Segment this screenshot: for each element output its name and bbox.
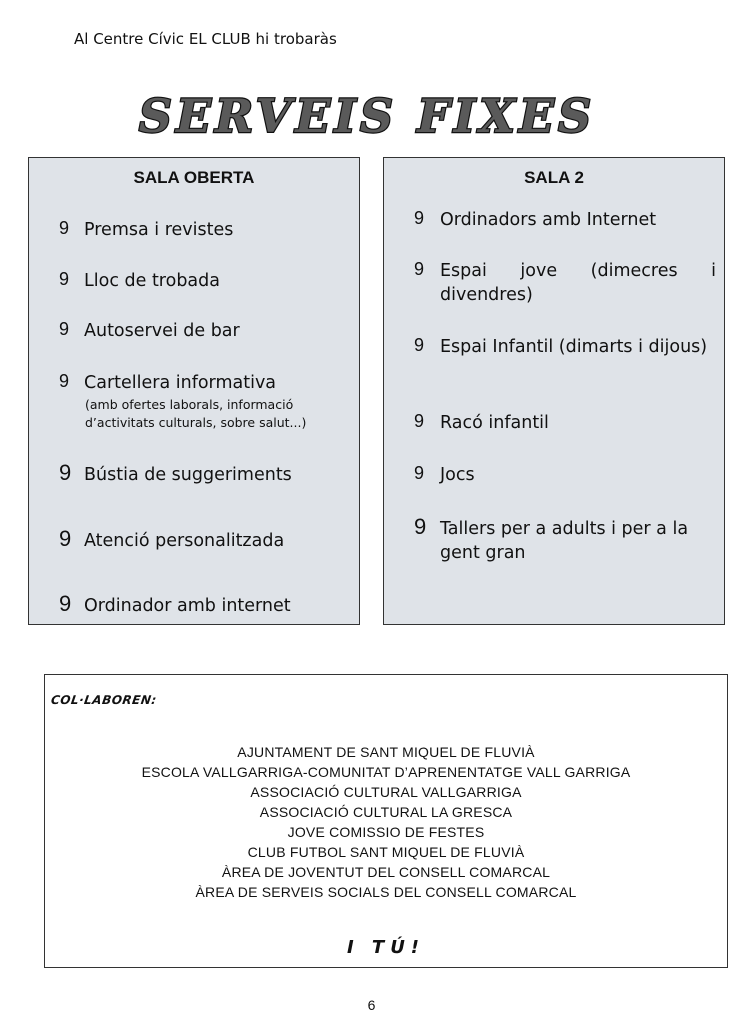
collaborator-item: ASSOCIACIÓ CULTURAL VALLGARRIGA xyxy=(250,784,522,800)
list-item-text: Espai Infantil (dimarts i dijous) xyxy=(440,337,708,357)
bullet-mark: 9 xyxy=(59,526,72,551)
collaborator-item: ASSOCIACIÓ CULTURAL LA GRESCA xyxy=(259,804,513,820)
collaborator-item: JOVE COMISSIO DE FESTES xyxy=(287,824,485,840)
bullet-mark: 9 xyxy=(414,335,425,355)
list-item-text: Tallers per a adults i per a la gent gran xyxy=(440,519,689,563)
collaborator-item: AJUNTAMENT DE SANT MIQUEL DE FLUVIÀ xyxy=(237,744,535,760)
bullet-mark: 9 xyxy=(59,269,70,289)
list-item xyxy=(384,463,724,487)
list-item-text: Jocs xyxy=(440,465,475,485)
list-item xyxy=(384,259,724,307)
bullet-mark: 9 xyxy=(59,319,70,339)
list-item-text: Cartellera informativa xyxy=(84,373,277,393)
list-item-text: Atenció personalitzada xyxy=(84,531,285,551)
bullet-mark: 9 xyxy=(59,371,70,391)
page-title xyxy=(115,84,620,146)
bullet-mark: 9 xyxy=(414,463,425,483)
list-item xyxy=(384,335,724,359)
panel-sala-oberta xyxy=(28,157,360,625)
collaborator-item: ESCOLA VALLGARRIGA-COMUNITAT D’APRENENTATGE VALL GARRIGA xyxy=(141,764,631,780)
list-item xyxy=(29,269,359,293)
list-item-text: Bústia de suggeriments xyxy=(84,465,292,485)
collaborators-title: COL·LABOREN: xyxy=(50,693,158,707)
bullet-mark: 9 xyxy=(414,411,425,431)
bullet-mark: 9 xyxy=(414,208,425,228)
list-item-subtext: (amb ofertes laborals, informació xyxy=(85,397,294,412)
collaborators-box xyxy=(44,674,728,968)
collaborator-item: ÀREA DE SERVEIS SOCIALS DEL CONSELL COMARCAL xyxy=(195,884,577,900)
page-title-text: SERVEIS FIXES xyxy=(138,89,596,143)
collaborator-item: CLUB FUTBOL SANT MIQUEL DE FLUVIÀ xyxy=(247,844,525,860)
list-item xyxy=(384,411,724,435)
list-item-text: Lloc de trobada xyxy=(84,271,220,291)
list-item-text: Premsa i revistes xyxy=(84,220,234,240)
bullet-mark: 9 xyxy=(414,514,427,539)
panel-sala-2 xyxy=(383,157,725,625)
list-item-text: Ordinador amb internet xyxy=(84,596,291,616)
collaborator-item: ÀREA DE JOVENTUT DEL CONSELL COMARCAL xyxy=(221,864,551,880)
list-item-subtext: d’activitats culturals, sobre salut...) xyxy=(85,415,307,430)
intro-text: Al Centre Cívic EL CLUB hi trobaràs xyxy=(74,30,337,48)
list-item xyxy=(29,371,359,432)
list-item xyxy=(29,526,359,553)
bullet-mark: 9 xyxy=(59,218,70,238)
list-item-text: Ordinadors amb Internet xyxy=(440,210,657,230)
list-item xyxy=(29,591,359,618)
list-item-text: Racó infantil xyxy=(440,413,549,433)
panel-heading-sala-2: SALA 2 xyxy=(524,168,584,187)
list-item xyxy=(384,208,724,232)
list-item xyxy=(384,514,724,565)
list-item xyxy=(29,218,359,242)
list-item-text: Autoservei de bar xyxy=(84,321,240,341)
page-number: 6 xyxy=(367,997,376,1013)
bullet-mark: 9 xyxy=(59,460,72,485)
list-item-text: Espai jove (dimecres i divendres) xyxy=(440,261,716,305)
list-item xyxy=(29,460,359,487)
list-item xyxy=(29,319,359,343)
panel-heading-sala-oberta: SALA OBERTA xyxy=(133,168,255,187)
bullet-mark: 9 xyxy=(414,259,425,279)
collaborators-list xyxy=(45,742,727,902)
bullet-mark: 9 xyxy=(59,591,72,616)
closing-text: I TÚ! xyxy=(346,937,426,958)
